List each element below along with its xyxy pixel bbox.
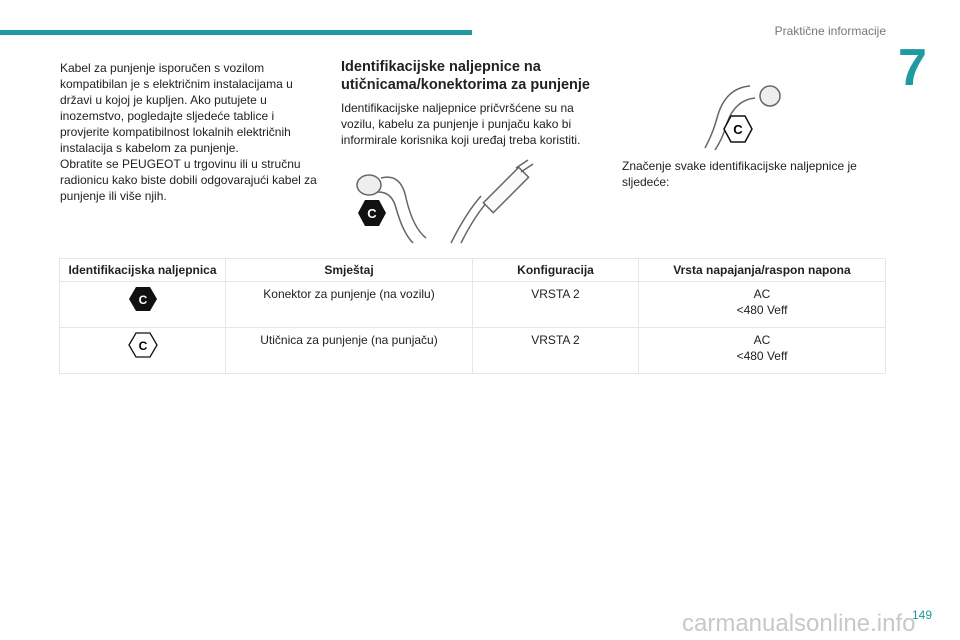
- table-row: [60, 282, 886, 328]
- labels-text: Identifikacijske naljepnice pričvršćene su na vozilu, kabelu za punjenje i punjaču kako bi informirale korisnika koji uređaj treba koristiti.: [341, 101, 581, 147]
- labels-column: [341, 58, 603, 258]
- voltage-range: <480 Veff: [736, 349, 788, 363]
- column-header: Konfiguracija: [473, 259, 639, 282]
- config-cell: VRSTA 2: [473, 282, 639, 328]
- config-cell: VRSTA 2: [473, 328, 639, 374]
- watermark: carmanualsonline.info: [682, 610, 916, 637]
- section-title: Praktične informacije: [774, 24, 886, 38]
- cable-illustration: [341, 158, 541, 253]
- power-cell: [639, 282, 886, 328]
- hex-c-outline-icon: [128, 332, 158, 358]
- table-row: [60, 328, 886, 374]
- chapter-number: 7: [898, 39, 927, 97]
- meaning-text: Značenje svake identifikacijske naljepnice je sljedeće:: [622, 159, 857, 189]
- column-header: Identifikacijska naljepnica: [60, 259, 226, 282]
- contact-text: Obratite se PEUGEOT u trgovinu ili u stručnu radionicu kako biste dobili odgovarajući kabel za punjenje ili više njih.: [60, 157, 317, 203]
- hex-c-filled-icon: [128, 286, 158, 312]
- power-type: AC: [753, 287, 771, 301]
- table-header-row: [60, 259, 886, 282]
- label-c: C: [367, 206, 377, 221]
- location-cell: Konektor za punjenje (na vozilu): [226, 282, 473, 328]
- socket-illustration: [695, 78, 785, 150]
- label-c: C: [733, 122, 743, 137]
- intro-text: Kabel za punjenje isporučen s vozilom kompatibilan je s električnim instalacijama u državi u kojoj je kupljen. Ako putujete u inozemstvo, pogledajte sljedeće tablice i provjerite kompatibilnost lokalnih električnih instalacija s kabelom za punjenje.: [60, 61, 293, 155]
- svg-text:C: C: [138, 293, 147, 307]
- page-number: 149: [912, 608, 933, 622]
- labels-table: [59, 258, 886, 374]
- power-cell: [639, 328, 886, 374]
- column-header: Vrsta napajanja/raspon napona: [639, 259, 886, 282]
- svg-text:C: C: [138, 339, 147, 353]
- power-type: AC: [753, 333, 771, 347]
- header-bar: [0, 30, 472, 35]
- voltage-range: <480 Veff: [736, 303, 788, 317]
- intro-column: [60, 60, 322, 204]
- location-cell: Utičnica za punjenje (na punjaču): [226, 328, 473, 374]
- column-header: Smještaj: [226, 259, 473, 282]
- labels-heading: Identifikacijske naljepnice na utičnicama/konektorima za punjenje: [341, 59, 590, 93]
